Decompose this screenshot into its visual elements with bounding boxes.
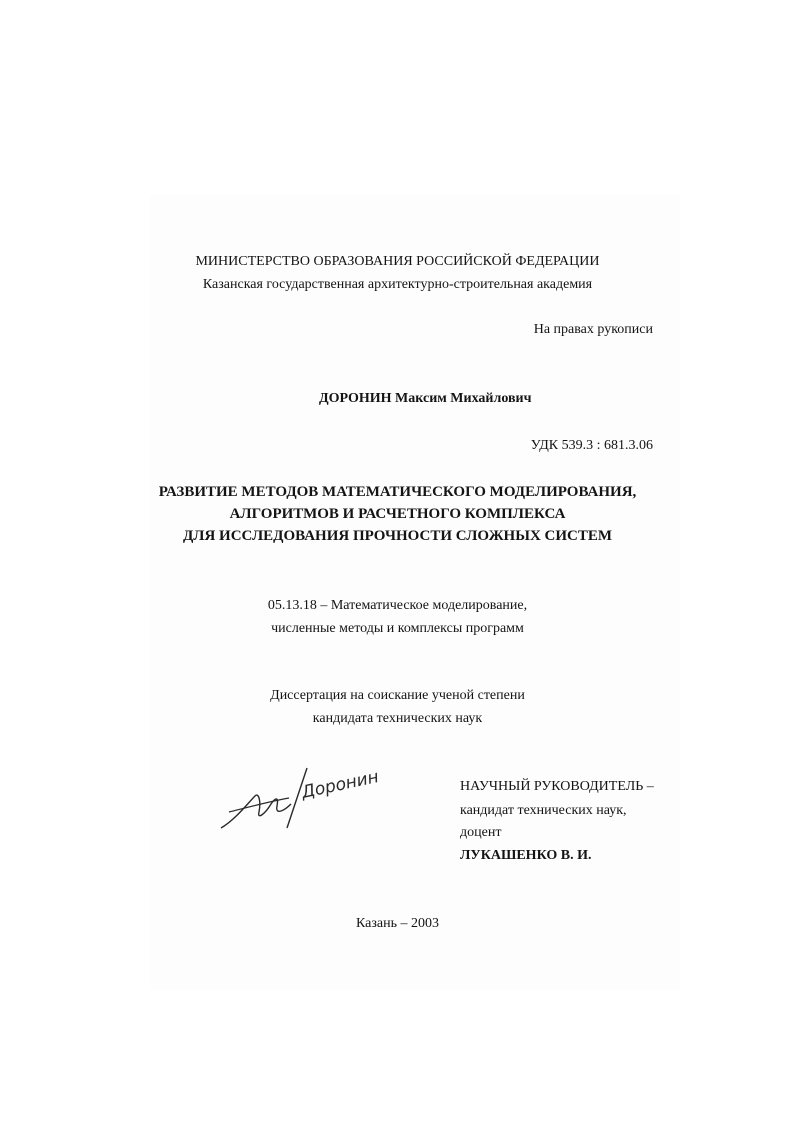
thesis-title-line-3: ДЛЯ ИССЛЕДОВАНИЯ ПРОЧНОСТИ СЛОЖНЫХ СИСТЕМ xyxy=(182,528,613,544)
udc-code: УДК 539.3 : 681.3.06 xyxy=(530,438,653,453)
ministry-heading: МИНИСТЕРСТВО ОБРАЗОВАНИЯ РОССИЙСКОЙ ФЕДЕРАЦИИ xyxy=(195,254,600,269)
supervisor-heading: НАУЧНЫЙ РУКОВОДИТЕЛЬ – xyxy=(460,779,654,794)
supervisor-degree: кандидат технических наук, xyxy=(460,803,627,818)
signature-text: Доронин xyxy=(299,767,381,803)
supervisor-rank: доцент xyxy=(460,825,502,840)
thesis-title-line-2: АЛГОРИТМОВ И РАСЧЕТНОГО КОМПЛЕКСА xyxy=(229,506,566,522)
supervisor-name: ЛУКАШЕНКО В. И. xyxy=(460,848,592,863)
specialty-line-1: 05.13.18 – Математическое моделирование, xyxy=(267,598,528,613)
author-name: ДОРОНИН Максим Михайлович xyxy=(319,391,532,406)
degree-line-2: кандидата технических наук xyxy=(312,711,483,726)
degree-line-1: Диссертация на соискание ученой степени xyxy=(270,688,525,703)
manuscript-note: На правах рукописи xyxy=(533,322,653,337)
author-signature xyxy=(215,762,395,834)
specialty-line-2: численные методы и комплексы программ xyxy=(271,621,524,636)
academy-name: Казанская государственная архитектурно-строительная академия xyxy=(202,277,593,292)
scanned-sheet xyxy=(150,195,680,990)
city-year: Казань – 2003 xyxy=(356,916,439,931)
thesis-title-line-1: РАЗВИТИЕ МЕТОДОВ МАТЕМАТИЧЕСКОГО МОДЕЛИРОВАНИЯ, xyxy=(158,484,637,500)
